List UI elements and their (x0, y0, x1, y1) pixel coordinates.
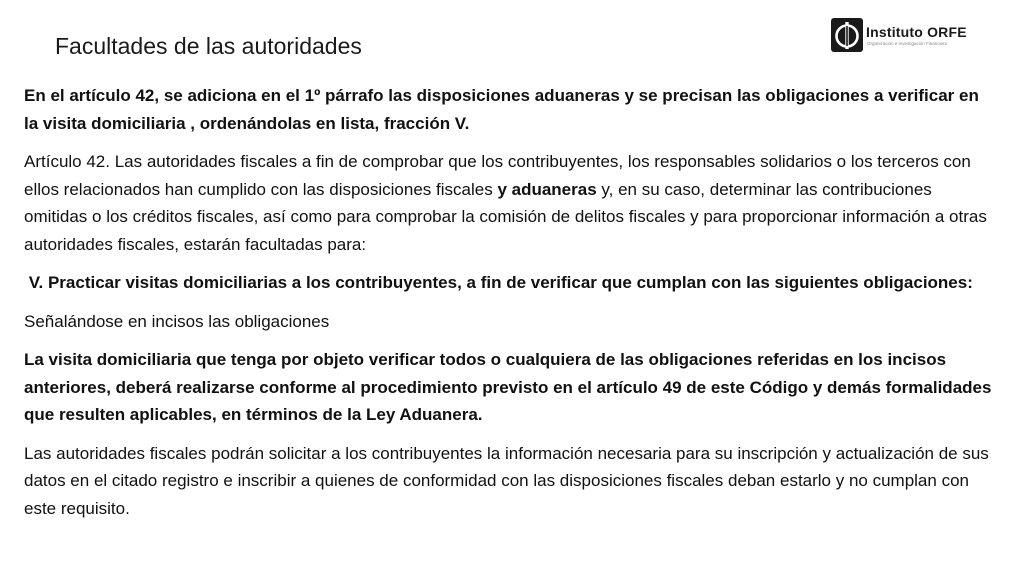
slide-title: Facultades de las autoridades (55, 33, 362, 59)
article-text-emphasis: y aduaneras (497, 179, 597, 199)
article-text-end: y, en su caso, determinar las contribuciones omitidas o los créditos fiscales, así como para comprobar la comisión de delitos fiscales y para proporcionar información a otras autoridades fiscales, estarán facultadas para: (24, 179, 987, 254)
article-text-start: Artículo 42. Las autoridades fiscales a fin de comprobar que los contribuyentes, los responsables solidarios o los terceros con ellos relacionados han cumplido con las disposiciones fiscales (24, 152, 971, 199)
paragraph-registro: Las autoridades fiscales podrán solicitar a los contribuyentes la información necesaria para su inscripción y actualización de sus datos en el citado registro e inscribir a quienes de conformidad con las disposiciones fiscales deban estarlo y no cumplan con este requisito. (24, 443, 989, 518)
paragraph-visita: La visita domiciliaria que tenga por objeto verificar todos o cualquiera de las obligaciones referidas en los incisos anteriores, deberá realizarse conforme al procedimiento previsto en el artículo 49 de este Código y demás formalidades que resulten aplicables, en términos de la Ley Aduanera. (24, 350, 992, 424)
paragraph-article-42 (24, 148, 994, 258)
orfe-logo-icon (831, 18, 863, 52)
paragraph-fraction-v: V. Practicar visitas domiciliarias a los contribuyentes, a fin de verificar que cumplan con las siguientes obligaciones: (24, 273, 973, 292)
logo-tagline: Organización e Investigación Financiera (867, 41, 948, 46)
logo-name: Instituto ORFE (866, 24, 967, 40)
institute-logo (831, 18, 1001, 54)
slide-body (24, 82, 994, 533)
paragraph-summary: En el artículo 42, se adiciona en el 1º párrafo las disposiciones aduaneras y se precisan las obligaciones a verificar en la visita domiciliaria , ordenándolas en lista, fracción V. (24, 86, 979, 133)
paragraph-incisos: Señalándose en incisos las obligaciones (24, 311, 330, 331)
